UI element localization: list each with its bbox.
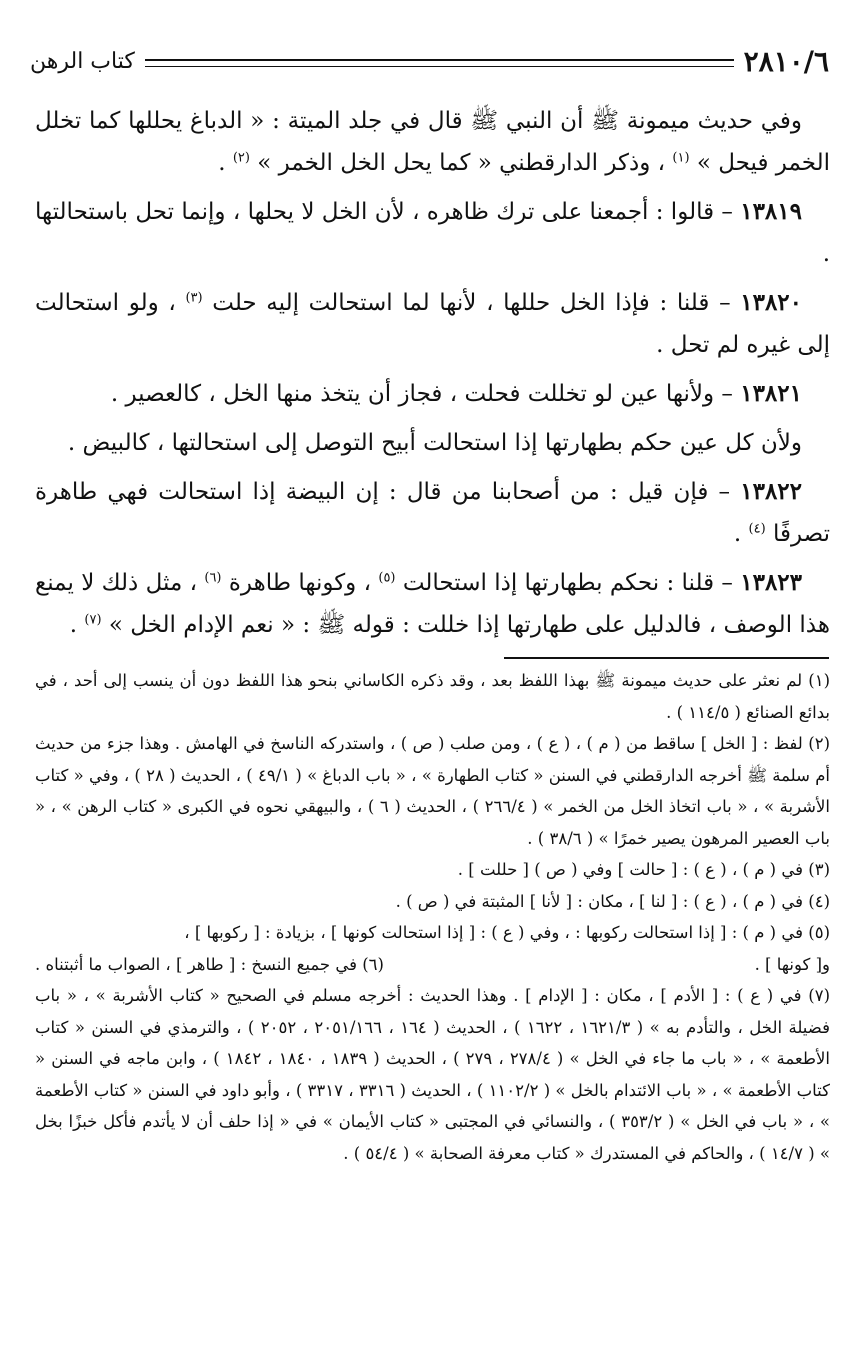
footnote-2: (٢) لفظ : [ الخل ] ساقط من ( م ) ، ( ع ) ، ومن صلب ( ص ) ، واستدركه الناسخ في الهامش . وهذا جزء من حديث أم سلمة ﷺ أخرجه الدارقطني في السنن « كتاب الطهارة » ، « باب الدباغ » ( ٤٩/١ ) ، الحديث ( ٢٨ ) ، وفي « كتاب الأشربة » ، « باب اتخاذ الخل من الخمر » ( ٢٦٦/٤ ) ، الحديث ( ٦ ) ، والبيهقي نحوه في الكبرى « كتاب الرهن » ، « باب العصير المرهون يصير خمرًا » ( ٣٨/٦ ) . bbox=[35, 734, 830, 848]
footnotes bbox=[35, 665, 830, 1169]
paragraph-number: ١٣٨١٩ bbox=[740, 198, 802, 225]
footnote-ref[interactable]: (٦) bbox=[204, 570, 222, 586]
paragraph: ١٣٨٢٠ – قلنا : فإذا الخل حللها ، لأنها لما استحالت إليه حلت $^{(٣)}$ ، ولو استحالت إلى غيره لم تحل . bbox=[35, 289, 830, 358]
footnote-7: (٧) في ( ع ) : [ الأدم ] ، مكان : [ الإدام ] . وهذا الحديث : أخرجه مسلم في الصحيح « كتاب الأشربة » ، « باب فضيلة الخل ، والتأدم به » ( ١٦٢١/٣ ، ١٦٢٢ ) ، الحديث ( ١٦٤ ، ٢٠٥١/١٦٦ ، ٢٠٥٢ ) ، والترمذي في السنن « كتاب الأطعمة » ، « باب ما جاء في الخل » ( ٢٧٨/٤ ، ٢٧٩ ) ، الحديث ( ١٨٣٩ ، ١٨٤٠ ، ١٨٤٢ ) ، وابن ماجه في السنن « كتاب الأطعمة » ، « باب الائتدام بالخل » ( ١١٠٢/٢ ) ، الحديث ( ٣٣١٦ ، ٣٣١٧ ) ، وأبو داود في السنن « كتاب الأطعمة » ، « باب في الخل » ( ٣٥٣/٢ ) ، والنسائي في المجتبى « كتاب الأيمان » في « إذا حلف أن لا يأتدم فأكل خبزًا بخل » ( ١٤/٧ ) ، والحاكم في المستدرك « كتاب معرفة الصحابة » ( ٥٤/٤ ) . bbox=[35, 986, 831, 1163]
paragraph: ١٣٨٢١ – ولأنها عين لو تخللت فحلت ، فجاز أن يتخذ منها الخل ، كالعصير . bbox=[110, 380, 802, 407]
footnote-5-continued: و[ كونها ] . bbox=[754, 954, 830, 974]
header-rule bbox=[145, 59, 734, 67]
paragraph: ١٣٨٢٣ – قلنا : نحكم بطهارتها إذا استحالت $^{(٥)}$ ، وكونها طاهرة $^{(٦)}$ ، مثل ذلك لا يمنع هذا الوصف ، فالدليل على طهارتها إذا خللت : قوله ﷺ : « نعم الإدام الخل » $^{(٧)}$ . bbox=[35, 569, 830, 638]
footnote-ref[interactable]: (١) bbox=[672, 150, 690, 166]
footnote-ref[interactable]: (٧) bbox=[84, 612, 102, 628]
paragraph-number: ١٣٨٢٣ bbox=[740, 569, 803, 596]
running-title: كتاب الرهن bbox=[30, 48, 135, 74]
footnote-ref[interactable]: (٤) bbox=[748, 521, 766, 537]
footnote-6: (٦) في جميع النسخ : [ طاهر ] ، الصواب ما أثبتناه . bbox=[35, 954, 384, 974]
paragraph: ١٣٨١٩ – قالوا : أجمعنا على ترك ظاهره ، لأن الخل لا يحلها ، وإنما تحل باستحالتها . bbox=[35, 198, 830, 267]
footnote-ref[interactable]: (٥) bbox=[378, 570, 396, 586]
footnote-4: (٤) في ( م ) ، ( ع ) : [ لنا ] ، مكان : [ لأنا ] المثبتة في ( ص ) . bbox=[395, 891, 830, 911]
page-number: ٢٨١٠/٦ bbox=[743, 44, 829, 78]
footnote-3: (٣) في ( م ) ، ( ع ) : [ حالت ] وفي ( ص ) [ حللت ] . bbox=[457, 860, 830, 879]
paragraph-number: ١٣٨٢١ bbox=[740, 380, 802, 407]
footnote-5: (٥) في ( م ) : [ إذا استحالت ركوبها : ، وفي ( ع ) : [ إذا استحالت كونها ] ، بزيادة : [ ركوبها ] ، bbox=[184, 923, 830, 942]
footnote-ref[interactable]: (٢) bbox=[232, 150, 250, 166]
paragraph-number: ١٣٨٢٢ bbox=[740, 478, 803, 505]
footnote-5-6-line bbox=[35, 949, 830, 981]
main-text bbox=[35, 100, 830, 653]
footnote-separator bbox=[504, 657, 829, 659]
paragraph-number: ١٣٨٢٠ bbox=[740, 289, 803, 316]
paragraph: وفي حديث ميمونة ﷺ أن النبي ﷺ قال في جلد الميتة : « الدباغ يحللها كما تخلل الخمر فيحل » $^{(١)}$ ، وذكر الدارقطني « كما يحل الخل الخمر » $^{(٢)}$ . bbox=[35, 108, 830, 176]
footnote-1: (١) لم نعثر على حديث ميمونة ﷺ بهذا اللفظ بعد ، وقد ذكره الكاساني بنحو هذا اللفظ دون أن ينسب إلى أحد ، في بدائع الصنائع ( ١١٤/٥ ) . bbox=[35, 671, 830, 722]
footnote-ref[interactable]: (٣) bbox=[185, 290, 203, 306]
paragraph: ولأن كل عين حكم بطهارتها إذا استحالت أبيح التوصل إلى استحالتها ، كالبيض . bbox=[67, 430, 802, 456]
paragraph: ١٣٨٢٢ – فإن قيل : من أصحابنا من قال : إن البيضة إذا استحالت فهي طاهرة تصرفًا $^{(٤)}$ . bbox=[35, 478, 830, 547]
page-header bbox=[30, 38, 829, 84]
